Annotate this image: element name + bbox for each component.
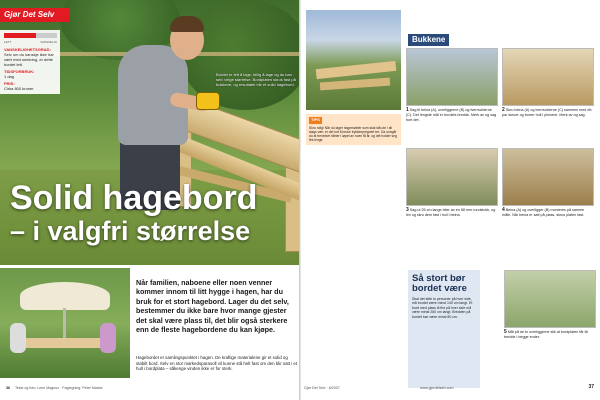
step-1 bbox=[406, 48, 498, 122]
photo-table bbox=[22, 338, 112, 348]
step-photo bbox=[504, 270, 596, 328]
difficulty-scale-high: VANSKELIG bbox=[40, 40, 57, 44]
sidebar-title: Så stort bør bordet være bbox=[412, 273, 467, 294]
right-footer-magazine: Gjør Det Selv · 8/2007 bbox=[304, 386, 340, 390]
step-text bbox=[502, 208, 594, 218]
photo-board bbox=[320, 78, 390, 91]
tip-box bbox=[306, 114, 401, 145]
photo-drill bbox=[196, 92, 220, 110]
step-description: Beina (A) og overligger (B) monteres på samme måte. Når beina er satt på plass, skrus platen fast. bbox=[502, 208, 585, 217]
step-description: Skru beina (A) og tverrsviderne (C) sammen med ett par skruer og borrer hull i pinnene. Merk av og sag. bbox=[502, 108, 592, 117]
step-number: 1 bbox=[406, 107, 409, 113]
left-page-number: 36 bbox=[6, 386, 10, 390]
step-photo bbox=[502, 148, 594, 206]
step-text bbox=[502, 108, 594, 118]
step-number: 5 bbox=[504, 329, 507, 335]
right-page-number: 37 bbox=[588, 384, 594, 390]
time-label: TIDSFORBRUK: bbox=[4, 69, 35, 74]
project-info-box bbox=[0, 30, 60, 94]
credits: Tekst og foto: Lene Magnus · Fagtegning: Peter Madse bbox=[14, 386, 103, 390]
photo-umbrella bbox=[20, 282, 110, 310]
step-number: 2 bbox=[502, 107, 505, 113]
tip-body: Skru rolig! Når du lager hagemøbler som skal stå ute i all slags vær, er det lurt å bruke trykkimpregnert tre. Da unngår du at treverket råtner i løpet av noen få år, og det holder seg fint lenge. bbox=[309, 125, 397, 143]
magazine-tag: Gjør Det Selv bbox=[0, 8, 70, 22]
step-description: Mål på de to overliggerne slik at bordplaten får lik bredde i begge ender. bbox=[504, 330, 589, 339]
photo-person bbox=[10, 323, 26, 353]
headline-line-1: Solid hagebord bbox=[10, 179, 258, 217]
step-3 bbox=[406, 148, 498, 218]
article-intro: Når familien, naboene eller noen venner kommer innom til litt hygge i hagen, har du bruk for et stort hagebord. Lager du det selv, bestemmer du ikke bare hvor mange gjester det skal være plass til, det blir også sterkere enn de fleste hagebordene du kan kjøpe. bbox=[136, 278, 289, 335]
size-guide-sidebar bbox=[408, 270, 480, 388]
materials-photo bbox=[306, 10, 401, 110]
difficulty-scale-low: LETT bbox=[4, 40, 12, 44]
step-number: 4 bbox=[502, 207, 505, 213]
step-photo bbox=[406, 48, 498, 106]
tips-column bbox=[306, 114, 401, 145]
step-text bbox=[406, 208, 498, 218]
step-photo bbox=[406, 148, 498, 206]
difficulty-label: VANSKELIGHETSGRAD: bbox=[4, 47, 51, 52]
article-body: Hagebordet er samlingspunktet i hagen. De kraftige materialene gir et solid og stabilt bord. Selv en stor markedsparasoll vil kunne stå helt fast om den blir satt i et hull i bordplata – såkenge vinden ikke er for sterk. bbox=[136, 355, 298, 372]
step-2 bbox=[502, 48, 594, 118]
price-label: PRIS: bbox=[4, 81, 15, 86]
price-value: Cirka 800 kroner bbox=[4, 86, 34, 91]
page-spine bbox=[299, 0, 301, 400]
left-footer bbox=[6, 386, 296, 390]
difficulty-bar bbox=[4, 33, 57, 38]
sidebar-body: Skal det sitte to personer på hver side, må bordet være minst 140 cm langt. Et bord med plass til fire på hver side må være minst 260 cm langt. Bredden på bordet bør være minst 80 cm. bbox=[412, 297, 473, 319]
step-text bbox=[504, 330, 596, 340]
tip-header: TIPS bbox=[311, 117, 320, 122]
step-number: 3 bbox=[406, 207, 409, 213]
step-4 bbox=[502, 148, 594, 218]
time-value: 1 dag bbox=[4, 74, 15, 79]
garden-party-photo bbox=[0, 268, 130, 378]
right-page bbox=[300, 0, 600, 400]
step-description: Sag til beina (A), overliggerne (B) og tverrsviderne (C). Det lengste mål er bordets bredde. Merk av og sag bort det. bbox=[406, 108, 497, 122]
hero-caption: Bordet er lett å lage, billig å lage og du kan selv velge størrelse. Bordplaten skrus fast på bukkene, og resultatet blir et solid hagebord. bbox=[216, 72, 296, 87]
photo-person bbox=[170, 16, 204, 32]
step-photo bbox=[502, 48, 594, 106]
difficulty-scale bbox=[4, 40, 57, 44]
photo-board bbox=[316, 61, 397, 79]
step-5 bbox=[504, 270, 596, 340]
step-description: Sag ut 25 cm lange biter av en 58 mm rundstokk, og lim og skru dem fast i hull i beina. bbox=[406, 208, 496, 217]
photo-person bbox=[100, 323, 116, 353]
right-footer-url: www.gjordetselv.com bbox=[420, 386, 454, 390]
article-headline bbox=[10, 180, 300, 246]
step-text bbox=[406, 108, 498, 122]
headline-line-2: – i valgfri størrelse bbox=[10, 216, 251, 246]
section-title: Bukkene bbox=[408, 34, 449, 46]
difficulty-text: Selv om du kanskje ikke har vært med snekring, er dette bordet lett. bbox=[4, 52, 54, 67]
